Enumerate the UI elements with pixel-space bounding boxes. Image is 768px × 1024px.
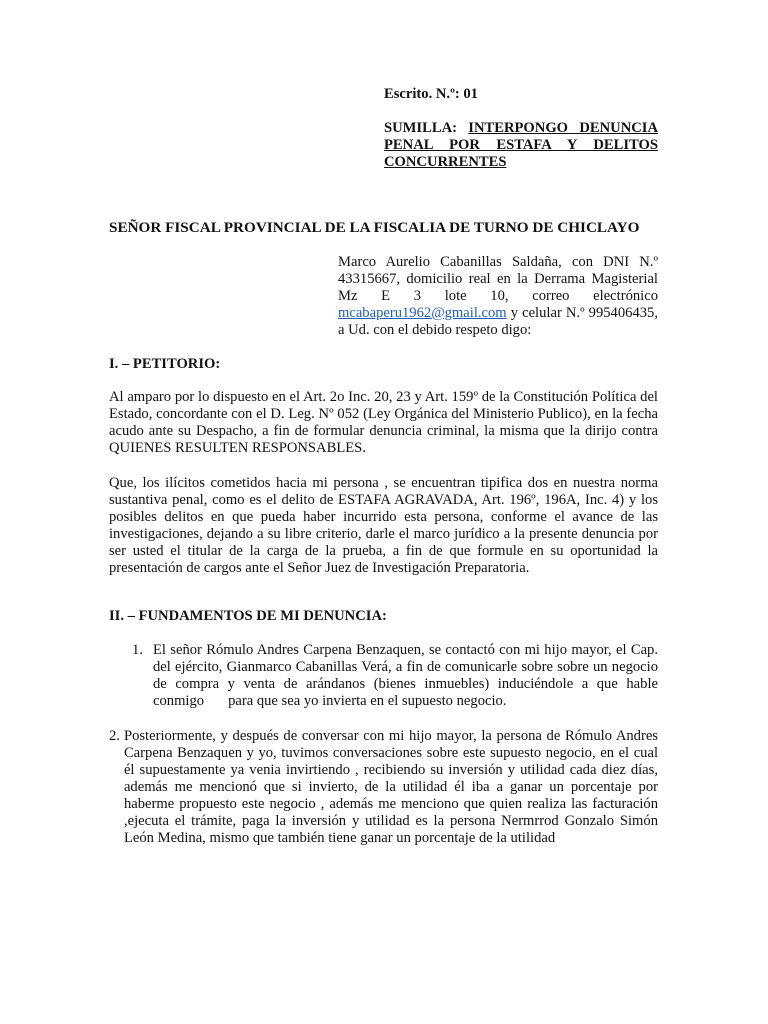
party-text-before-email: Marco Aurelio Cabanillas Saldaña, con DNI N.º 43315667, domicilio real en la Derrama Magisterial Mz E 3 lote 10, correo electrónico — [338, 254, 658, 304]
addressee: SEÑOR FISCAL PROVINCIAL DE LA FISCALIA DE TURNO DE CHICLAYO — [109, 219, 640, 236]
email-link[interactable]: mcabaperu1962@gmail.com — [338, 305, 507, 321]
sumilla-text: INTERPONGO DENUNCIA PENAL POR ESTAFA Y DELITOS CONCURRENTES — [384, 120, 658, 170]
list-item-number: 2. — [109, 728, 120, 744]
list-item-number: 1. — [132, 642, 143, 658]
party-identification — [338, 254, 658, 339]
petitorio-paragraph-2: Que, los ilícitos cometidos hacia mi persona , se encuentran tipifica dos en nuestra norma sustantiva penal, como es el delito de ESTAFA AGRAVADA, Art. 196º, 196A, Inc. 4) y los posibles delitos en que pueda haber incurrido esta persona, conforme el avance de las investigaciones, dejando a su libre criterio, darle el marco jurídico a la presente denuncia por ser usted el titular de la carga de la prueba, a fin de que formule en su oportunidad la presentación de cargos ante el Señor Juez de Investigación Preparatoria. — [109, 475, 658, 576]
list-item — [109, 728, 658, 847]
sumilla — [384, 120, 658, 171]
document-number: Escrito. N.º: 01 — [384, 86, 478, 102]
list-item-text-part-b: para que sea yo invierta en el supuesto negocio. — [228, 693, 507, 709]
section-heading-petitorio: I. – PETITORIO: — [109, 356, 221, 372]
section-heading-fundamentos: II. – FUNDAMENTOS DE MI DENUNCIA: — [109, 608, 387, 624]
list-item — [109, 642, 658, 710]
sumilla-label: SUMILLA: — [384, 120, 457, 136]
list-item-text — [109, 728, 658, 847]
party-text-after-email: y celular N.º 995406435, a Ud. con el debido respeto digo: — [338, 305, 658, 338]
petitorio-paragraph-1: Al amparo por lo dispuesto en el Art. 2o Inc. 20, 23 y Art. 159º de la Constitución Política del Estado, concordante con el D. Leg. Nº 052 (Ley Orgánica del Ministerio Publico), en la fecha acudo ante su Despacho, a fin de formular denuncia criminal, la misma que la dirijo contra QUIENES RESULTEN RESPONSABLES. — [109, 389, 658, 456]
list-item-text-content: Posteriormente, y después de conversar con mi hijo mayor, la persona de Rómulo Andres Carpena Benzaquen y yo, tuvimos conversaciones sobre este supuesto negocio, en el cual él supuestamente ya venia invirtiendo , recibiendo su inversión y utilidad cada diez días, además me mencionó que si invierto, de la utilidad él iba a ganar un porcentaje por haberme propuesto este negocio , además me menciono que quien realiza las facturación ,ejecuta el trámite, paga la inversión y utilidad es la persona Nermrrod Gonzalo Simón León Medina, mismo que también tiene ganar un porcentaje de la utilidad — [123, 728, 658, 846]
list-item-text — [143, 642, 658, 710]
list-item-text-part-a: El señor Rómulo Andres Carpena Benzaquen, se contactó con mi hijo mayor, el Cap. del ejército, Gianmarco Cabanillas Verá, a fin de comunicarle sobre sobre un negocio de compra y venta de arándanos (bienes inmuebles) induciéndole a que hable conmigo — [153, 642, 658, 709]
